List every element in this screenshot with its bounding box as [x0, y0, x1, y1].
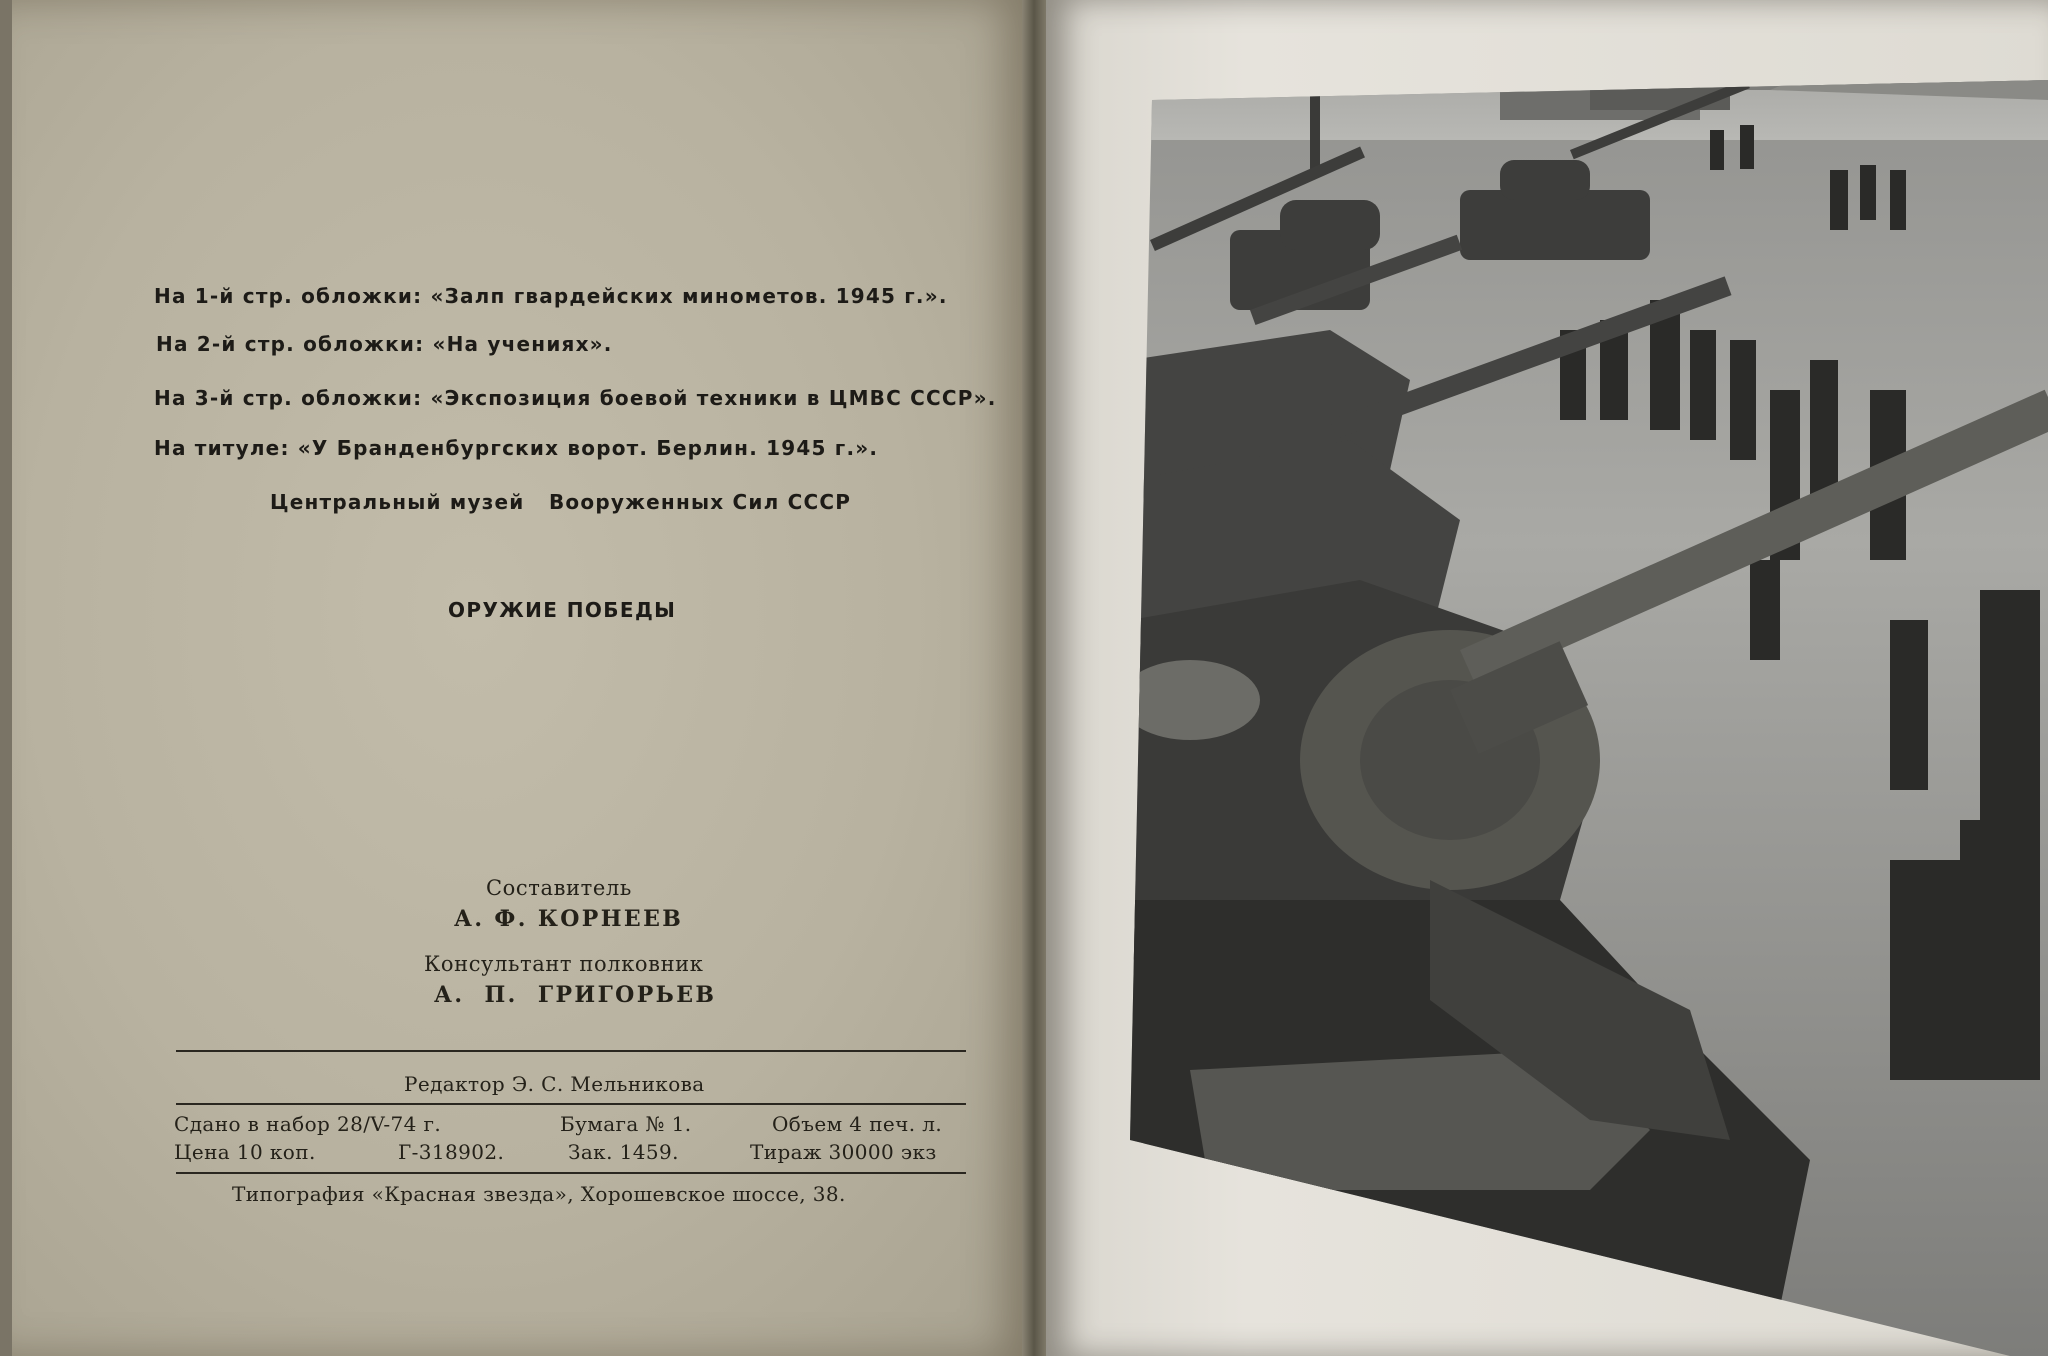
imprint-volume: Объем 4 печ. л.: [772, 1112, 943, 1136]
cover-credit-3: На 3-й стр. обложки: «Экспозиция боевой техники в ЦМВС СССР».: [154, 386, 997, 410]
imprint-rule-top: [176, 1050, 966, 1052]
left-page: [12, 0, 1034, 1356]
compiler-role: Составитель: [486, 876, 632, 900]
cover-credit-2: На 2-й стр. обложки: «На учениях».: [156, 332, 613, 356]
imprint-license: Г-318902.: [398, 1140, 505, 1164]
imprint-order: Зак. 1459.: [568, 1140, 679, 1164]
printer-line: Типография «Красная звезда», Хорошевское шоссе, 38.: [232, 1182, 846, 1206]
cover-credit-1: На 1-й стр. обложки: «Залп гвардейских минометов. 1945 г.».: [154, 284, 948, 308]
imprint-rule-middle: [176, 1103, 966, 1105]
museum-source: Центральный музей Вооруженных Сил СССР: [270, 490, 852, 514]
consultant-name: А. П. ГРИГОРЬЕВ: [434, 982, 717, 1008]
imprint-price: Цена 10 коп.: [174, 1140, 316, 1164]
imprint-rule-bottom: [176, 1172, 966, 1174]
compiler-name: А. Ф. КОРНЕЕВ: [454, 906, 684, 932]
title-page-credit: На титуле: «У Бранденбургских ворот. Берлин. 1945 г.».: [154, 436, 879, 460]
book-title: ОРУЖИЕ ПОБЕДЫ: [448, 598, 677, 622]
imprint-typeset-date: Сдано в набор 28/V-74 г.: [174, 1112, 442, 1136]
imprint-paper: Бумага № 1.: [560, 1112, 692, 1136]
consultant-role: Консультант полковник: [424, 952, 704, 976]
imprint-print-run: Тираж 30000 экз: [750, 1140, 937, 1164]
book-gutter: [1022, 0, 1046, 1356]
tank-exhibit-photo: [1130, 0, 2048, 1356]
editor-line: Редактор Э. С. Мельникова: [404, 1072, 705, 1096]
